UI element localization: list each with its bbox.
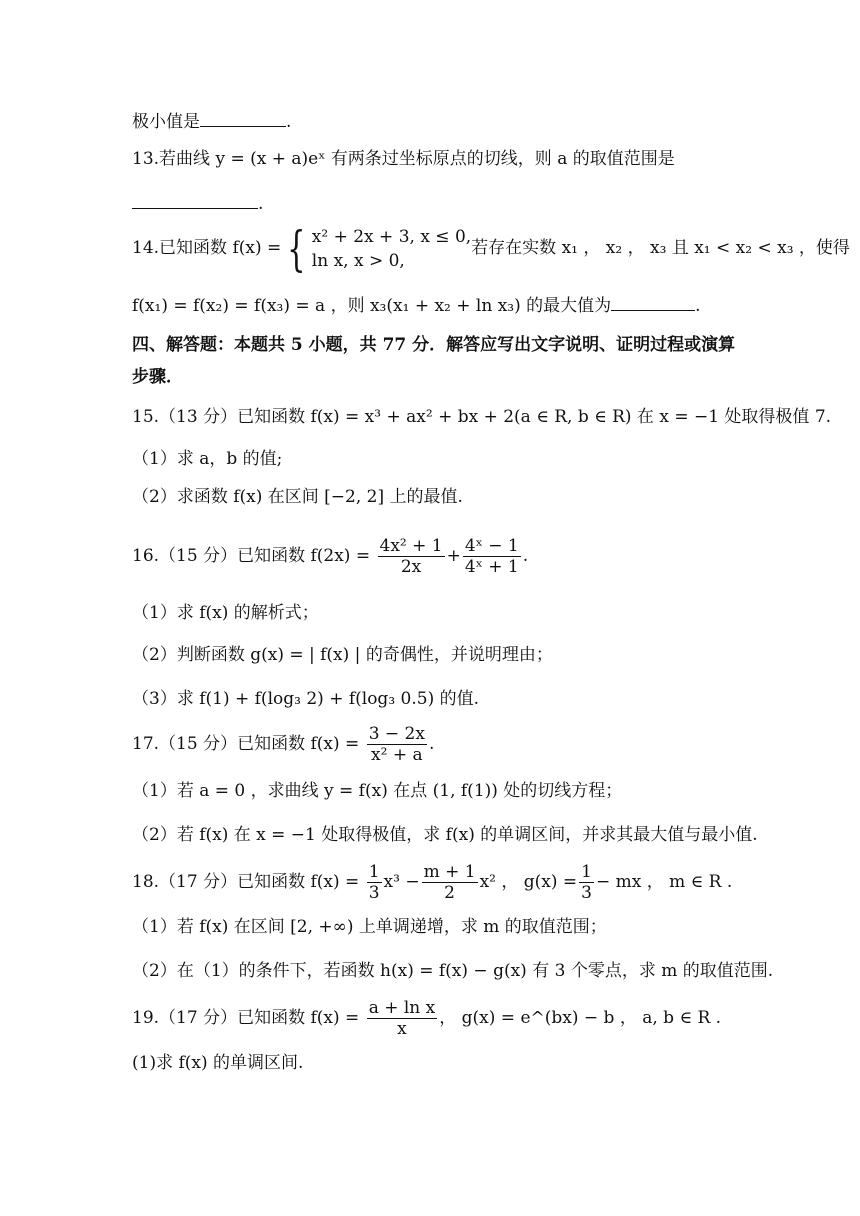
fraction: $\frac{1}{3}$ (368, 862, 380, 903)
piecewise-cases: x² + 2x + 3, x ≤ 0, ln x, x > 0, (311, 226, 472, 271)
fraction: $\frac{\text{4x² + 1}}{2x}$ (379, 536, 443, 577)
question-18: 18.（17 分）已知函数 f(x) = $\frac{1}{3}$ x³ − $\frac{m + 1}{2}$ x² ， g(x) = $\frac{1}{3}$ − mx ， m ∈ R . (132, 862, 733, 903)
question-16-part-1: （1）求 f(x) 的解析式； (132, 603, 319, 623)
question-19: 19.（17 分）已知函数 f(x) = $\frac{\text{a + ln x}}{x}$ ， g(x) = e^(bx) − b ， a, b ∈ R . (132, 998, 722, 1039)
section-heading-continued: 步骤． (132, 367, 183, 387)
fraction: $\frac{m + 1}{2}$ (423, 862, 476, 903)
question-17-part-2: （2）若 f(x) 在 x = −1 处取得极值，求 f(x) 的单调区间，并求其最大值与最小值. (132, 825, 758, 845)
fraction: $\frac{1}{3}$ (581, 862, 592, 903)
question-16-part-3: （3）求 f(1) + f(log₃ 2) + f(log₃ 0.5) 的值. (132, 689, 480, 709)
fraction: $\frac{\text{4ˣ − 1}}{\text{4ˣ + 1}}$ (464, 536, 519, 577)
fraction: $\frac{3 - 2x}{\text{x² + a}}$ (368, 724, 425, 765)
question-16: 16.（15 分）已知函数 f(2x) = $\frac{\text{4x² + 1}}{2x}$ + $\frac{\text{4ˣ − 1}}{\text{4ˣ + 1}}$ . (132, 536, 529, 577)
question-14-continued: f(x₁) = f(x₂) = f(x₃) = a ，则 x₃(x₁ + x₂ + ln x₃) 的最大值为 . (132, 292, 701, 319)
question-17: 17.（15 分）已知函数 f(x) = $\frac{3 - 2x}{\text{x² + a}}$ . (132, 724, 435, 765)
question-18-part-2: （2）在（1）的条件下，若函数 h(x) = f(x) − g(x) 有 3 个零点，求 m 的取值范围. (132, 961, 774, 981)
question-17-part-1: （1）若 a = 0 ，求曲线 y = f(x) 在点 (1, f(1)) 处的切线方程； (132, 781, 623, 801)
question-13-blank-line: . (132, 190, 263, 217)
answer-blank (132, 190, 258, 209)
left-brace: { (287, 220, 306, 277)
question-18-part-1: （1）若 f(x) 在区间 [2, +∞) 上单调递增，求 m 的取值范围； (132, 917, 607, 937)
question-14: 14.已知函数 f(x) = { x² + 2x + 3, x ≤ 0, ln x, x > 0, 若存在实数 x₁ ， x₂ ， x₃ 且 x₁ < x₂ < x₃ ，使得 (132, 220, 850, 277)
fraction: $\frac{\text{a + ln x}}{x}$ (368, 998, 436, 1039)
fill-in-line-minimum: 极小值是 . (132, 108, 291, 135)
answer-blank (200, 108, 286, 127)
section-heading: 四、解答题：本题共 5 小题，共 77 分．解答应写出文字说明、证明过程或演算 (132, 335, 736, 355)
question-16-part-2: （2）判断函数 g(x) = | f(x) | 的奇偶性，并说明理由； (132, 645, 553, 665)
question-15-part-2: （2）求函数 f(x) 在区间 [−2, 2] 上的最值. (132, 487, 463, 507)
question-15: 15.（13 分）已知函数 f(x) = x³ + ax² + bx + 2(a ∈ R, b ∈ R) 在 x = −1 处取得极值 7. (132, 407, 832, 427)
question-19-part-1: (1)求 f(x) 的单调区间. (132, 1053, 304, 1073)
question-15-part-1: （1）求 a，b 的值; (132, 449, 283, 469)
question-13: 13.若曲线 y = (x + a)eˣ 有两条过坐标原点的切线，则 a 的取值范围是 (132, 149, 675, 169)
answer-blank (611, 292, 695, 311)
